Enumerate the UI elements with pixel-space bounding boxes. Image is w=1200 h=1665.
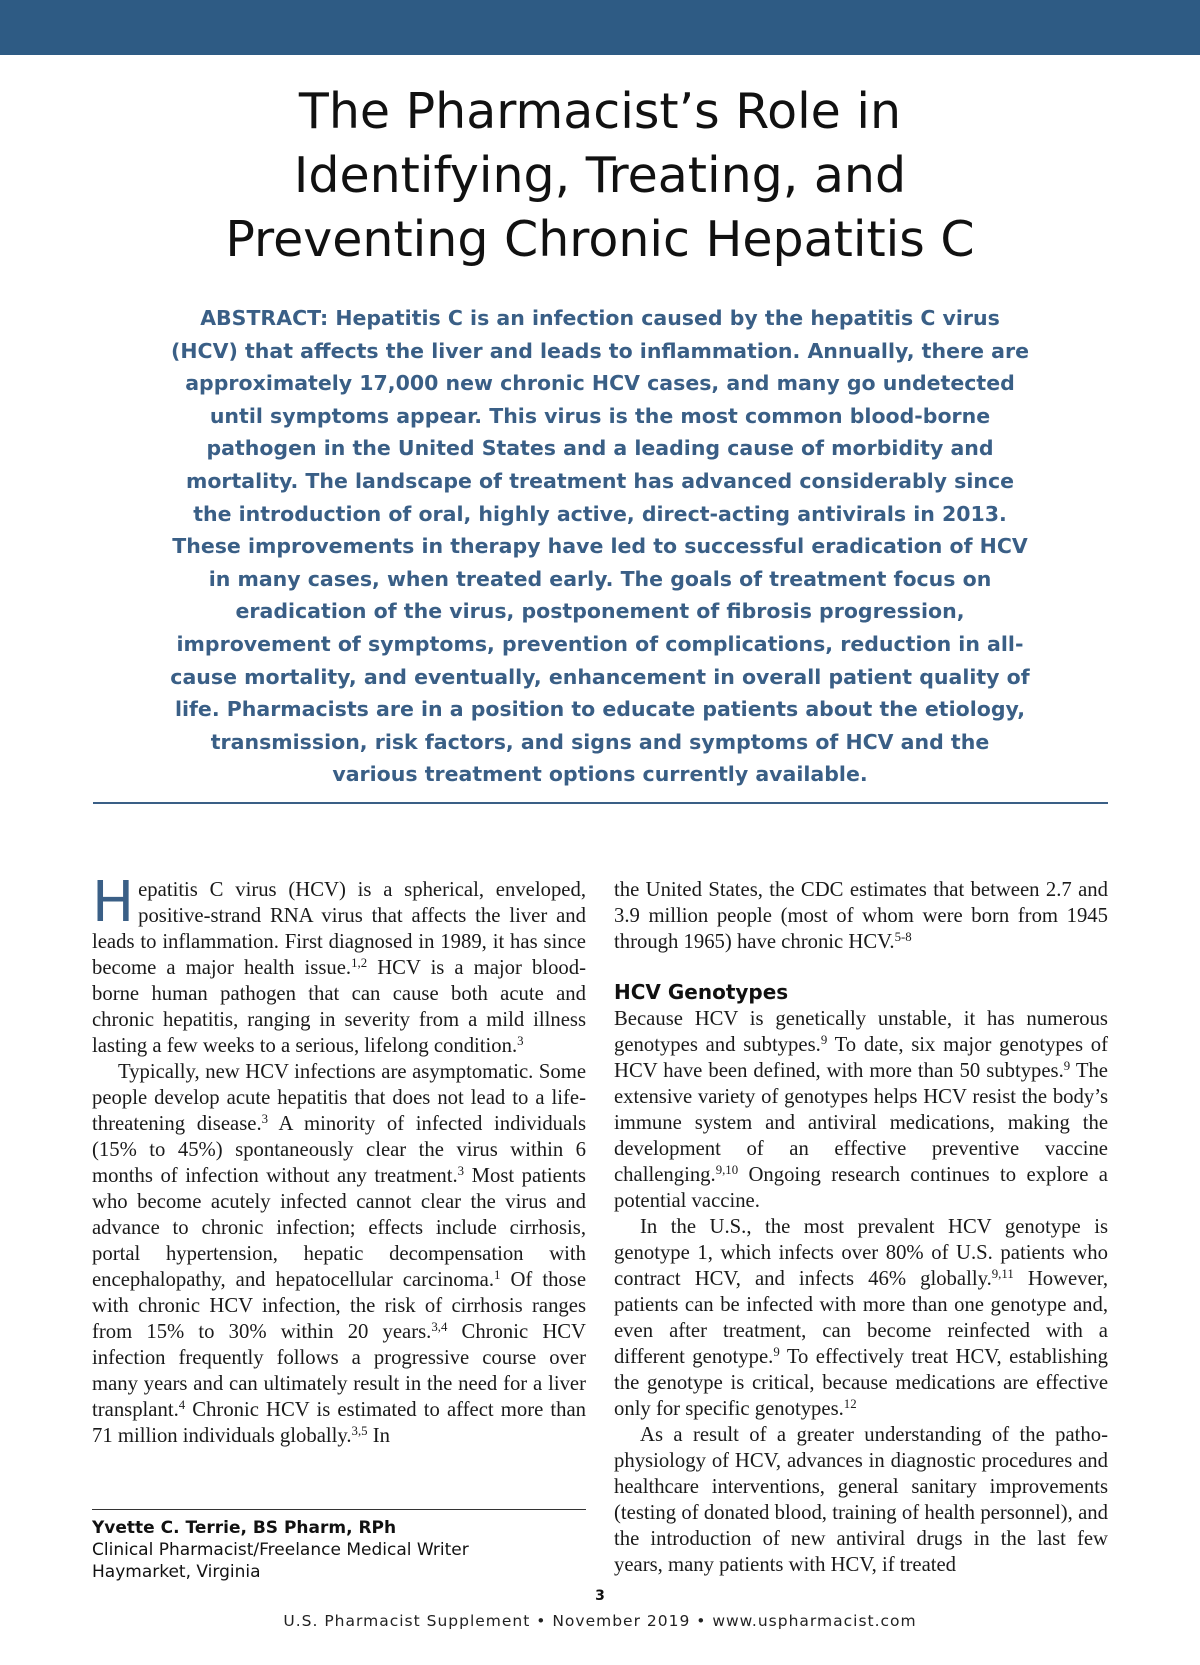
body-text: In the U.S., the most prevalent HCV genotype is genotype 1, which infects over 80% of U.S. patients who contract HCV, and infects 46% globally.	[614, 1216, 1108, 1290]
citation: 9,11	[991, 1266, 1014, 1281]
body-text: Chronic HCV is estimated to affect more than 71 million individuals globally.	[92, 1399, 586, 1447]
body-text: HCV is a major blood-borne human pathogen that can cause both acute and chronic hepatitis, ranging in severity from a mild illness lasting a few weeks to a serious, lifelong condition.	[92, 957, 586, 1057]
title-line-1: The Pharmacist’s Role in	[298, 83, 902, 140]
body-text: Typically, new HCV infections are asymptomatic. Some people develop acute hepatitis that does not lead to a life-threatening disease.	[92, 1061, 586, 1135]
citation: 9	[820, 1032, 828, 1047]
citation: 3	[261, 1111, 269, 1126]
body-text: Of those with chronic HCV infection, the risk of cirrhosis ranges from 15% to 30% within 20 years.	[92, 1269, 586, 1343]
author-block	[92, 1517, 586, 1583]
body-text: To effectively treat HCV, establishing the genotype is critical, because medications are effective only for specific genotypes.	[614, 1346, 1108, 1420]
body-text: To date, six major genotypes of HCV have been defined, with more than 50 subtypes.	[614, 1034, 1108, 1082]
body-text: As a result of a greater understanding of the pathophysiology of HCV, advances in diagnostic procedures and healthcare interventions, general sanitary improvements (testing of donated blood, training of health personnel), and the introduction of new antiviral drugs in the last few years, many patients with HCV, if treated	[614, 1424, 1108, 1576]
citation: 3,4	[431, 1319, 448, 1334]
article-title	[90, 80, 1110, 272]
abstract: ABSTRACT: Hepatitis C is an infection caused by the hepatitis C virus (HCV) that affects the liver and leads to inflammation. Annually, there are approximately 17,000 new chronic HCV cases, and many go undetected until symptoms appear. This virus is the most common blood-borne pathogen in the United States and a leading cause of morbidity and mortality. The landscape of treatment has advanced considerably since the introduction of oral, highly active, direct-acting antivirals in 2013. These improvements in therapy have led to successful eradication of HCV in many cases, when treated early. The goals of treatment focus on eradication of the virus, postponement of fibrosis progression, improvement of symptoms, prevention of complications, reduction in all-cause mortality, and eventually, enhancement in overall patient quality of life. Pharmacists are in a position to educate patients about the etiology, transmission, risk factors, and signs and symptoms of HCV and the various treatment options currently available.	[170, 306, 1030, 787]
body-paragraph-1	[92, 870, 586, 1059]
body-text: Most patients who become acutely infected cannot clear the virus and advance to chronic infection; effects include cirrhosis, portal hypertension, hepatic decompensation with encephalopathy, and hepatocellular carcinoma.	[92, 1165, 586, 1291]
citation: 3,5	[351, 1423, 368, 1438]
body-text: The extensive variety of genotypes helps HCV resist the body’s immune system and antiviral medications, making the development of an effective preventive vaccine challenging.	[614, 1060, 1108, 1186]
top-banner	[0, 0, 1200, 55]
citation: 4	[178, 1397, 186, 1412]
body-text: Because HCV is genetically unstable, it has numerous genotypes and subtypes.	[614, 1008, 1108, 1056]
body-paragraph-2	[92, 1059, 586, 1449]
body-text: epatitis C virus (HCV) is a spherical, enveloped, positive-strand RNA virus that affects the liver and leads to inflammation. First diagnosed in 1989, it has since become a major health issue.	[92, 879, 586, 979]
title-line-3: Preventing Chronic Hepatitis C	[225, 211, 975, 268]
citation: 9,10	[715, 1162, 739, 1177]
citation: 5-8	[894, 929, 912, 944]
body-column-right	[614, 877, 1108, 1578]
citation: 12	[843, 1396, 857, 1411]
citation: 1,2	[351, 955, 368, 970]
section-heading: HCV Genotypes	[614, 980, 789, 1004]
citation: 3	[457, 1163, 465, 1178]
citation: 1	[494, 1267, 501, 1282]
drop-cap: H	[92, 870, 135, 935]
body-text: the United States, the CDC estimates that between 2.7 and 3.9 million people (most of whom were born from 1945 through 1965) have chronic HCV.	[614, 879, 1108, 953]
body-paragraph-3	[614, 877, 1108, 955]
body-column-left	[92, 870, 586, 1449]
body-text: Chronic HCV infection frequently follows a progressive course over many years and can ultimately result in the need for a liver transplant.	[92, 1321, 586, 1421]
body-paragraph-6	[614, 1422, 1108, 1578]
title-line-2: Identifying, Treating, and	[293, 147, 907, 204]
author-divider	[92, 1509, 586, 1510]
body-text: However, patients can be infected with more than one genotype and, even after treatment, can become reinfected with a different genotype.	[614, 1268, 1108, 1368]
citation: 9	[773, 1344, 780, 1359]
author-role: Clinical Pharmacist/Freelance Medical Writer	[92, 1540, 469, 1560]
author-location: Haymarket, Virginia	[92, 1562, 261, 1582]
author-name: Yvette C. Terrie, BS Pharm, RPh	[92, 1518, 397, 1538]
body-paragraph-5	[614, 1214, 1108, 1422]
page-number: 3	[595, 1588, 605, 1604]
body-text: In	[367, 1425, 390, 1447]
abstract-divider	[93, 802, 1108, 804]
citation: 3	[517, 1033, 524, 1048]
body-paragraph-4	[614, 1006, 1108, 1214]
page-footer: U.S. Pharmacist Supplement • November 2019 • www.uspharmacist.com	[283, 1612, 917, 1630]
body-text: Ongoing research continues to explore a potential vaccine.	[614, 1164, 1108, 1212]
body-text: A minority of infected individuals (15% to 45%) spontaneously clear the virus within 6 months of infection without any treatment.	[92, 1113, 586, 1187]
citation: 9	[1063, 1058, 1071, 1073]
